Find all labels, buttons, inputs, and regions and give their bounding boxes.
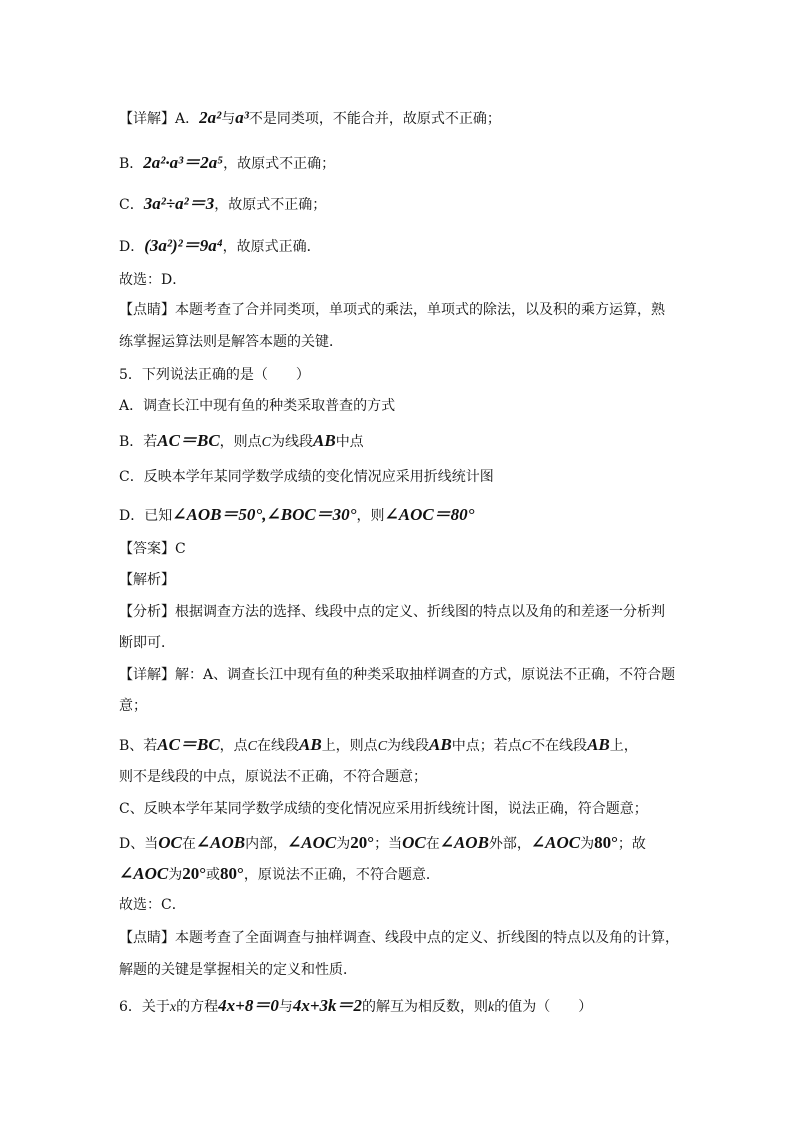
math-expression: 20° (350, 833, 375, 852)
text-line: 故选：C． (119, 897, 186, 913)
math-expression: ∠AOC (530, 833, 581, 852)
text-line: B．2a²·a³＝2a⁵，故原式不正确； (119, 153, 336, 172)
answer-label: 【答案】C (119, 541, 186, 557)
text-line: 【详解】解：A、调查长江中现有鱼的种类采取抽样调查的方式，原说法不正确，不符合题 (119, 667, 676, 683)
math-expression: (3a²)²＝9a⁴ (144, 236, 223, 255)
question-stem: 5．下列说法正确的是（ ） (119, 367, 310, 383)
text-line: D、当OC在∠AOB内部，∠AOC为20°；当OC在∠AOB外部，∠AOC为80°；故 (119, 833, 646, 852)
text-line: 【点睛】本题考查了合并同类项，单项式的乘法，单项式的除法，以及积的乘方运算，熟 (119, 302, 665, 318)
text-line: 练掌握运算法则是解答本题的关键． (119, 334, 343, 350)
text-line: 解题的关键是掌握相关的定义和性质． (119, 962, 357, 978)
math-expression: 80° (594, 833, 618, 852)
text-line: 故选：D． (119, 272, 187, 288)
math-expression: 20° (182, 864, 207, 883)
text-line: 【详解】A．2a²与a³不是同类项，不能合并，故原式不正确； (119, 108, 501, 127)
math-expression: 4x+8＝0 (218, 996, 279, 1015)
math-expression: AB (313, 431, 336, 450)
math-expression: AB (587, 735, 610, 754)
text-line: 意； (119, 698, 147, 714)
analysis-heading: 【解析】 (119, 572, 175, 588)
math-expression: ∠AOB＝50°,∠BOC＝30° (172, 505, 357, 524)
math-expression: 2a²·a³＝2a⁵ (143, 153, 224, 172)
question-stem: 6．关于x的方程4x+8＝0与4x+3k＝2的解互为相反数，则k的值为（ ） (119, 996, 593, 1015)
text-line: ∠AOC为20°或80°，原说法不正确，不符合题意． (119, 864, 440, 883)
text-line: C、反映本学年某同学数学成绩的变化情况应采用折线统计图，说法正确，符合题意； (119, 801, 648, 817)
text-line: 则不是线段的中点，原说法不正确，不符合题意； (119, 769, 427, 785)
math-expression: ∠AOC＝80° (384, 505, 475, 524)
text-line: C．3a²÷a²＝3，故原式不正确； (119, 194, 327, 213)
math-expression: AB (299, 735, 322, 754)
text-line: 【点睛】本题考查了全面调查与抽样调查、线段中点的定义、折线图的特点以及角的计算， (119, 930, 679, 946)
math-expression: OC (158, 833, 182, 852)
math-expression: AC＝BC (157, 431, 220, 450)
math-expression: ∠AOB (439, 833, 489, 852)
math-expression: ∠AOB (195, 833, 246, 852)
text-line: B、若AC＝BC，点C在线段AB上，则点C为线段AB中点；若点C不在线段AB上， (119, 735, 638, 754)
option-c: C．反映本学年某同学数学成绩的变化情况应采用折线统计图 (119, 469, 494, 485)
option-a: A．调查长江中现有鱼的种类采取普查的方式 (119, 398, 396, 414)
math-expression: 4x+3k＝2 (292, 996, 363, 1015)
option-b: B．若AC＝BC，则点C为线段AB中点 (119, 431, 364, 450)
math-expression: AB (429, 735, 452, 754)
option-d: D．已知∠AOB＝50°,∠BOC＝30°，则∠AOC＝80° (119, 505, 475, 524)
math-expression: 3a²÷a²＝3 (143, 194, 215, 213)
text-line: 【分析】根据调查方法的选择、线段中点的定义、折线图的特点以及角的和差逐一分析判 (119, 604, 665, 620)
math-expression: OC (402, 833, 426, 852)
text-line: D．(3a²)²＝9a⁴，故原式正确． (119, 236, 321, 255)
text-line: 断即可． (119, 635, 175, 651)
math-expression: a³ (235, 108, 249, 127)
math-expression: 80° (220, 864, 244, 883)
math-expression: 2a² (199, 108, 222, 127)
math-expression: ∠AOC (287, 833, 337, 852)
math-expression: AC＝BC (157, 735, 220, 754)
math-expression: ∠AOC (119, 864, 169, 883)
